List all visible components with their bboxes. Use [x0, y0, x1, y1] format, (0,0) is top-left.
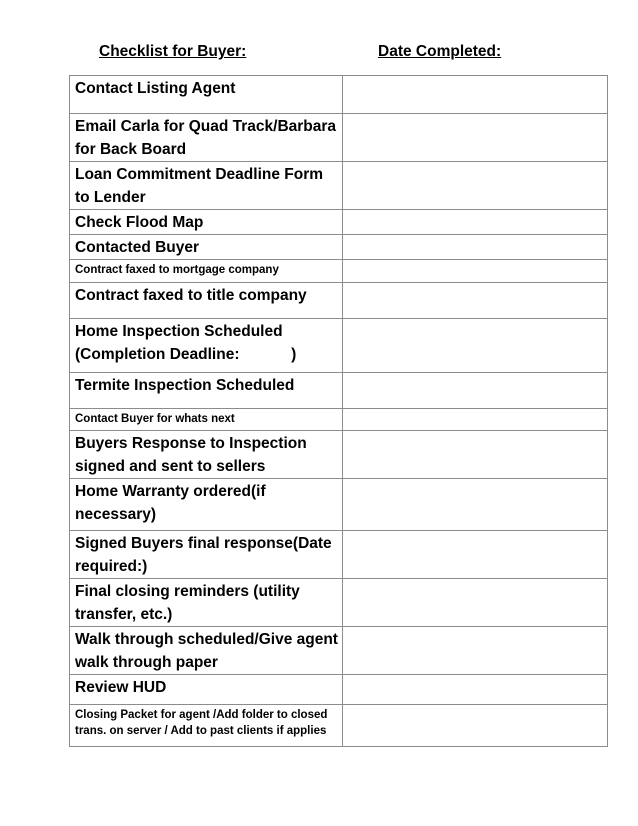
checklist-table: [69, 75, 608, 747]
table-row: [70, 675, 608, 705]
table-row: [70, 705, 608, 747]
date-cell[interactable]: [343, 531, 608, 579]
task-cell: Closing Packet for agent /Add folder to closed trans. on server / Add to past clients if applies: [70, 705, 343, 747]
table-row: [70, 210, 608, 235]
table-row: [70, 531, 608, 579]
table-row: [70, 114, 608, 162]
task-cell: Contacted Buyer: [70, 235, 343, 260]
date-cell[interactable]: [343, 479, 608, 531]
task-cell: Review HUD: [70, 675, 343, 705]
date-cell[interactable]: [343, 114, 608, 162]
checklist-title: Checklist for Buyer:: [99, 43, 247, 60]
table-row: [70, 479, 608, 531]
table-row: [70, 76, 608, 114]
task-cell: Walk through scheduled/Give agent walk through paper: [70, 627, 343, 675]
table-row: [70, 260, 608, 283]
date-cell[interactable]: [343, 675, 608, 705]
task-cell: Final closing reminders (utility transfer, etc.): [70, 579, 343, 627]
task-cell: Contact Buyer for whats next: [70, 409, 343, 431]
date-cell[interactable]: [343, 283, 608, 319]
date-cell[interactable]: [343, 627, 608, 675]
date-cell[interactable]: [343, 210, 608, 235]
task-cell: Email Carla for Quad Track/Barbara for Back Board: [70, 114, 343, 162]
table-row: [70, 373, 608, 409]
table-row: [70, 627, 608, 675]
table-row: [70, 283, 608, 319]
date-completed-title: Date Completed:: [378, 43, 502, 60]
date-cell[interactable]: [343, 431, 608, 479]
task-cell: Home Inspection Scheduled (Completion Deadline: ): [70, 319, 343, 373]
task-cell: Contract faxed to title company: [70, 283, 343, 319]
date-cell[interactable]: [343, 373, 608, 409]
task-cell: Termite Inspection Scheduled: [70, 373, 343, 409]
table-row: [70, 409, 608, 431]
table-row: [70, 162, 608, 210]
date-cell[interactable]: [343, 319, 608, 373]
task-cell: Signed Buyers final response(Date required:): [70, 531, 343, 579]
table-row: [70, 319, 608, 373]
date-cell[interactable]: [343, 579, 608, 627]
date-cell[interactable]: [343, 162, 608, 210]
date-cell[interactable]: [343, 260, 608, 283]
date-cell[interactable]: [343, 409, 608, 431]
table-row: [70, 579, 608, 627]
task-cell: Loan Commitment Deadline Form to Lender: [70, 162, 343, 210]
table-row: [70, 235, 608, 260]
task-cell: Check Flood Map: [70, 210, 343, 235]
date-cell[interactable]: [343, 235, 608, 260]
task-cell: Buyers Response to Inspection signed and sent to sellers: [70, 431, 343, 479]
task-cell: Contract faxed to mortgage company: [70, 260, 343, 283]
table-row: [70, 431, 608, 479]
task-cell: Contact Listing Agent: [70, 76, 343, 114]
date-cell[interactable]: [343, 705, 608, 747]
date-cell[interactable]: [343, 76, 608, 114]
task-cell: Home Warranty ordered(if necessary): [70, 479, 343, 531]
